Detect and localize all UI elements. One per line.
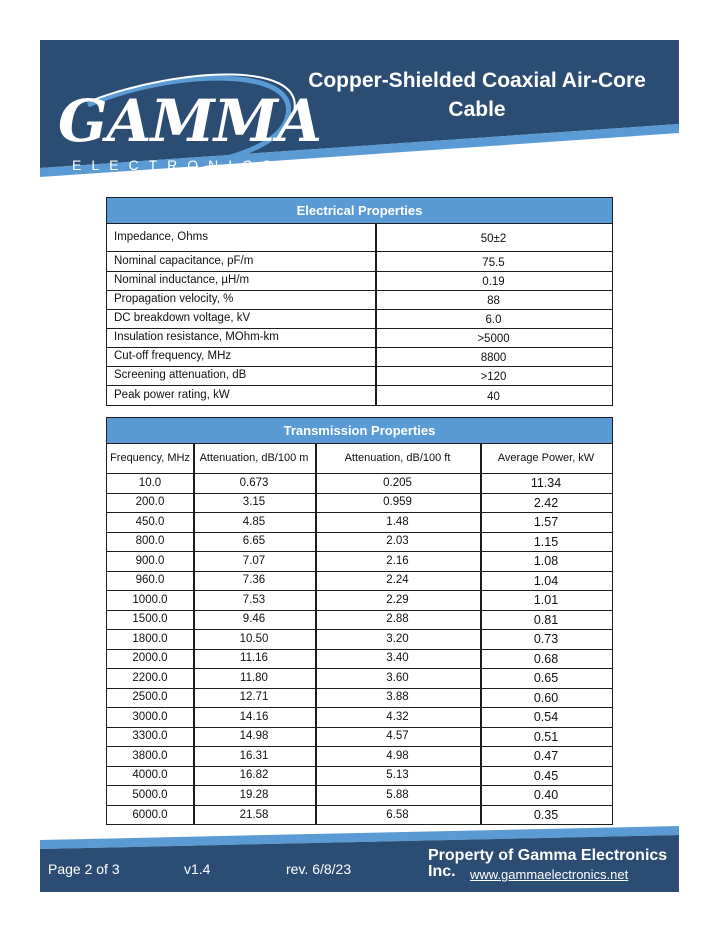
- table-row: [107, 630, 612, 650]
- title-line-1: Copper-Shielded Coaxial Air-Core: [308, 69, 646, 92]
- table-row: [107, 533, 612, 553]
- average-power-cell: 0.68: [533, 651, 559, 666]
- attenuation-ft-cell: 0.205: [383, 476, 412, 489]
- table-row: [107, 708, 612, 728]
- frequency-cell: 450.0: [135, 515, 165, 528]
- frequency-cell: 4000.0: [132, 769, 168, 781]
- attenuation-ft-cell: 4.98: [386, 749, 409, 762]
- average-power-cell: 0.81: [533, 612, 559, 627]
- attenuation-m-cell: 14.16: [239, 710, 269, 723]
- column-divider: [375, 224, 377, 405]
- transmission-properties-table: [106, 444, 613, 825]
- attenuation-m-cell: 11.16: [240, 652, 268, 664]
- website-link[interactable]: www.gammaelectronics.net: [470, 867, 629, 882]
- electrical-row: [107, 291, 612, 310]
- attenuation-m-cell: 0.673: [239, 476, 269, 489]
- property-label: DC breakdown voltage, kV: [114, 312, 251, 325]
- attenuation-m-cell: 7.53: [242, 593, 266, 606]
- property-label: Screening attenuation, dB: [114, 369, 247, 382]
- property-notice: Property of Gamma Electronics Inc.: [428, 847, 668, 880]
- attenuation-ft-cell: 3.60: [386, 671, 409, 684]
- electrical-row: [107, 386, 612, 406]
- average-power-cell: 1.57: [533, 515, 559, 529]
- electrical-row: [107, 367, 612, 386]
- table-row: [107, 747, 612, 767]
- electrical-row: [107, 252, 612, 272]
- frequency-cell: 6000.0: [132, 808, 168, 821]
- property-value: 40: [487, 391, 500, 404]
- table-row: [107, 552, 612, 572]
- table-row: [107, 786, 612, 806]
- column-divider: [193, 444, 195, 824]
- attenuation-m-cell: 12.71: [239, 691, 269, 703]
- property-value: 75.5: [482, 256, 505, 269]
- electrical-row: [107, 272, 612, 291]
- attenuation-m-cell: 16.31: [239, 749, 269, 762]
- attenuation-m-cell: 3.15: [242, 496, 266, 508]
- frequency-cell: 1800.0: [132, 632, 168, 645]
- frequency-cell: 1500.0: [132, 613, 168, 625]
- attenuation-ft-cell: 2.03: [386, 535, 409, 547]
- table-row: [107, 591, 612, 611]
- logo-wordmark: GAMMA: [58, 87, 321, 155]
- table-row: [107, 494, 612, 514]
- table-row: [107, 806, 612, 826]
- logo-subtitle: ELECTRONICS: [72, 157, 282, 173]
- frequency-cell: 5000.0: [132, 788, 168, 801]
- attenuation-ft-cell: 4.32: [386, 710, 409, 723]
- average-power-cell: 0.65: [533, 671, 559, 685]
- table-row: [107, 689, 612, 709]
- property-label: Insulation resistance, MOhm-km: [114, 331, 279, 344]
- table-row: [107, 728, 612, 748]
- version-label: v1.4: [184, 861, 211, 877]
- attenuation-m-cell: 19.28: [239, 788, 269, 801]
- attenuation-ft-cell: 3.40: [386, 652, 409, 664]
- attenuation-m-cell: 11.80: [240, 671, 268, 684]
- table-row: [107, 474, 612, 494]
- page-footer: [40, 826, 679, 892]
- average-power-cell: 0.45: [533, 768, 559, 783]
- average-power-cell: 0.73: [533, 632, 559, 646]
- property-label: Cut-off frequency, MHz: [114, 350, 232, 363]
- attenuation-ft-cell: 4.57: [386, 730, 409, 742]
- table-row: [107, 513, 612, 533]
- column-header: Attenuation, dB/100 m: [199, 452, 309, 464]
- attenuation-ft-cell: 5.88: [386, 788, 409, 801]
- property-label: Propagation velocity, %: [114, 293, 234, 306]
- page-header: [40, 40, 679, 180]
- average-power-cell: 1.04: [533, 573, 559, 588]
- property-value: 8800: [480, 352, 507, 365]
- attenuation-ft-cell: 2.16: [386, 554, 409, 567]
- average-power-cell: 2.42: [533, 495, 559, 510]
- average-power-cell: 0.54: [533, 710, 559, 724]
- attenuation-ft-cell: 2.88: [386, 613, 409, 625]
- table-row: [107, 669, 612, 689]
- attenuation-m-cell: 7.07: [242, 554, 266, 567]
- frequency-cell: 900.0: [135, 554, 165, 567]
- average-power-cell: 1.01: [533, 593, 559, 607]
- table-row: [107, 611, 612, 631]
- property-value: 0.19: [482, 276, 505, 289]
- property-value: >120: [480, 371, 507, 384]
- column-header: Attenuation, dB/100 ft: [344, 452, 451, 464]
- page-number: Page 2 of 3: [48, 861, 120, 877]
- average-power-cell: 1.15: [533, 534, 559, 549]
- revision-date: rev. 6/8/23: [286, 861, 352, 877]
- column-divider: [315, 444, 317, 824]
- frequency-cell: 10.0: [138, 476, 162, 489]
- attenuation-ft-cell: 0.959: [383, 496, 412, 508]
- property-value: 50±2: [480, 232, 507, 245]
- attenuation-m-cell: 7.36: [242, 574, 266, 586]
- average-power-cell: 0.40: [533, 788, 559, 802]
- attenuation-ft-cell: 3.88: [386, 691, 409, 703]
- attenuation-m-cell: 4.85: [242, 515, 266, 528]
- table-row: [107, 650, 612, 670]
- attenuation-m-cell: 9.46: [242, 613, 266, 625]
- average-power-cell: 0.35: [533, 808, 559, 822]
- frequency-cell: 200.0: [135, 496, 165, 508]
- average-power-cell: 11.34: [530, 476, 562, 490]
- electrical-row: [107, 348, 612, 367]
- property-label: Nominal inductance, µH/m: [114, 274, 250, 287]
- electrical-row: [107, 329, 612, 348]
- frequency-cell: 800.0: [135, 535, 165, 547]
- average-power-cell: 0.60: [533, 690, 559, 705]
- frequency-cell: 2500.0: [132, 691, 168, 703]
- column-header: Frequency, MHz: [110, 452, 190, 464]
- attenuation-ft-cell: 6.58: [386, 808, 409, 821]
- frequency-cell: 2000.0: [132, 652, 168, 664]
- frequency-cell: 3300.0: [132, 730, 168, 742]
- average-power-cell: 0.51: [533, 729, 559, 744]
- electrical-row: [107, 310, 612, 329]
- electrical-table-title: Electrical Properties: [106, 197, 613, 224]
- property-value: 6.0: [485, 314, 502, 327]
- attenuation-ft-cell: 5.13: [386, 769, 409, 781]
- frequency-cell: 2200.0: [132, 671, 168, 684]
- attenuation-m-cell: 14.98: [239, 730, 269, 742]
- attenuation-ft-cell: 1.48: [386, 515, 409, 528]
- attenuation-ft-cell: 2.24: [386, 574, 409, 586]
- frequency-cell: 1000.0: [132, 593, 168, 606]
- column-divider: [480, 444, 482, 824]
- average-power-cell: 1.08: [533, 554, 559, 568]
- table-row: [107, 767, 612, 787]
- column-header: Average Power, kW: [497, 452, 595, 464]
- transmission-table-title: Transmission Properties: [106, 417, 613, 444]
- attenuation-m-cell: 16.82: [239, 769, 269, 781]
- company-logo: [48, 60, 328, 190]
- electrical-row: [107, 224, 612, 252]
- attenuation-ft-cell: 3.20: [386, 632, 409, 645]
- attenuation-m-cell: 21.58: [239, 808, 269, 821]
- frequency-cell: 3000.0: [132, 710, 168, 723]
- property-value: >5000: [477, 333, 510, 346]
- page-title: [297, 66, 657, 124]
- attenuation-ft-cell: 2.29: [386, 593, 409, 606]
- title-line-2: Cable: [448, 98, 506, 121]
- attenuation-m-cell: 10.50: [239, 632, 269, 645]
- property-label: Nominal capacitance, pF/m: [114, 254, 254, 267]
- property-label: Impedance, Ohms: [114, 230, 208, 243]
- table-row: [107, 572, 612, 592]
- frequency-cell: 960.0: [135, 574, 165, 586]
- electrical-properties-table: [106, 224, 613, 406]
- attenuation-m-cell: 6.65: [242, 535, 266, 547]
- average-power-cell: 0.47: [533, 749, 559, 763]
- frequency-cell: 3800.0: [132, 749, 168, 762]
- transmission-header-row: [107, 444, 612, 474]
- property-value: 88: [487, 295, 500, 308]
- property-label: Peak power rating, kW: [114, 389, 230, 402]
